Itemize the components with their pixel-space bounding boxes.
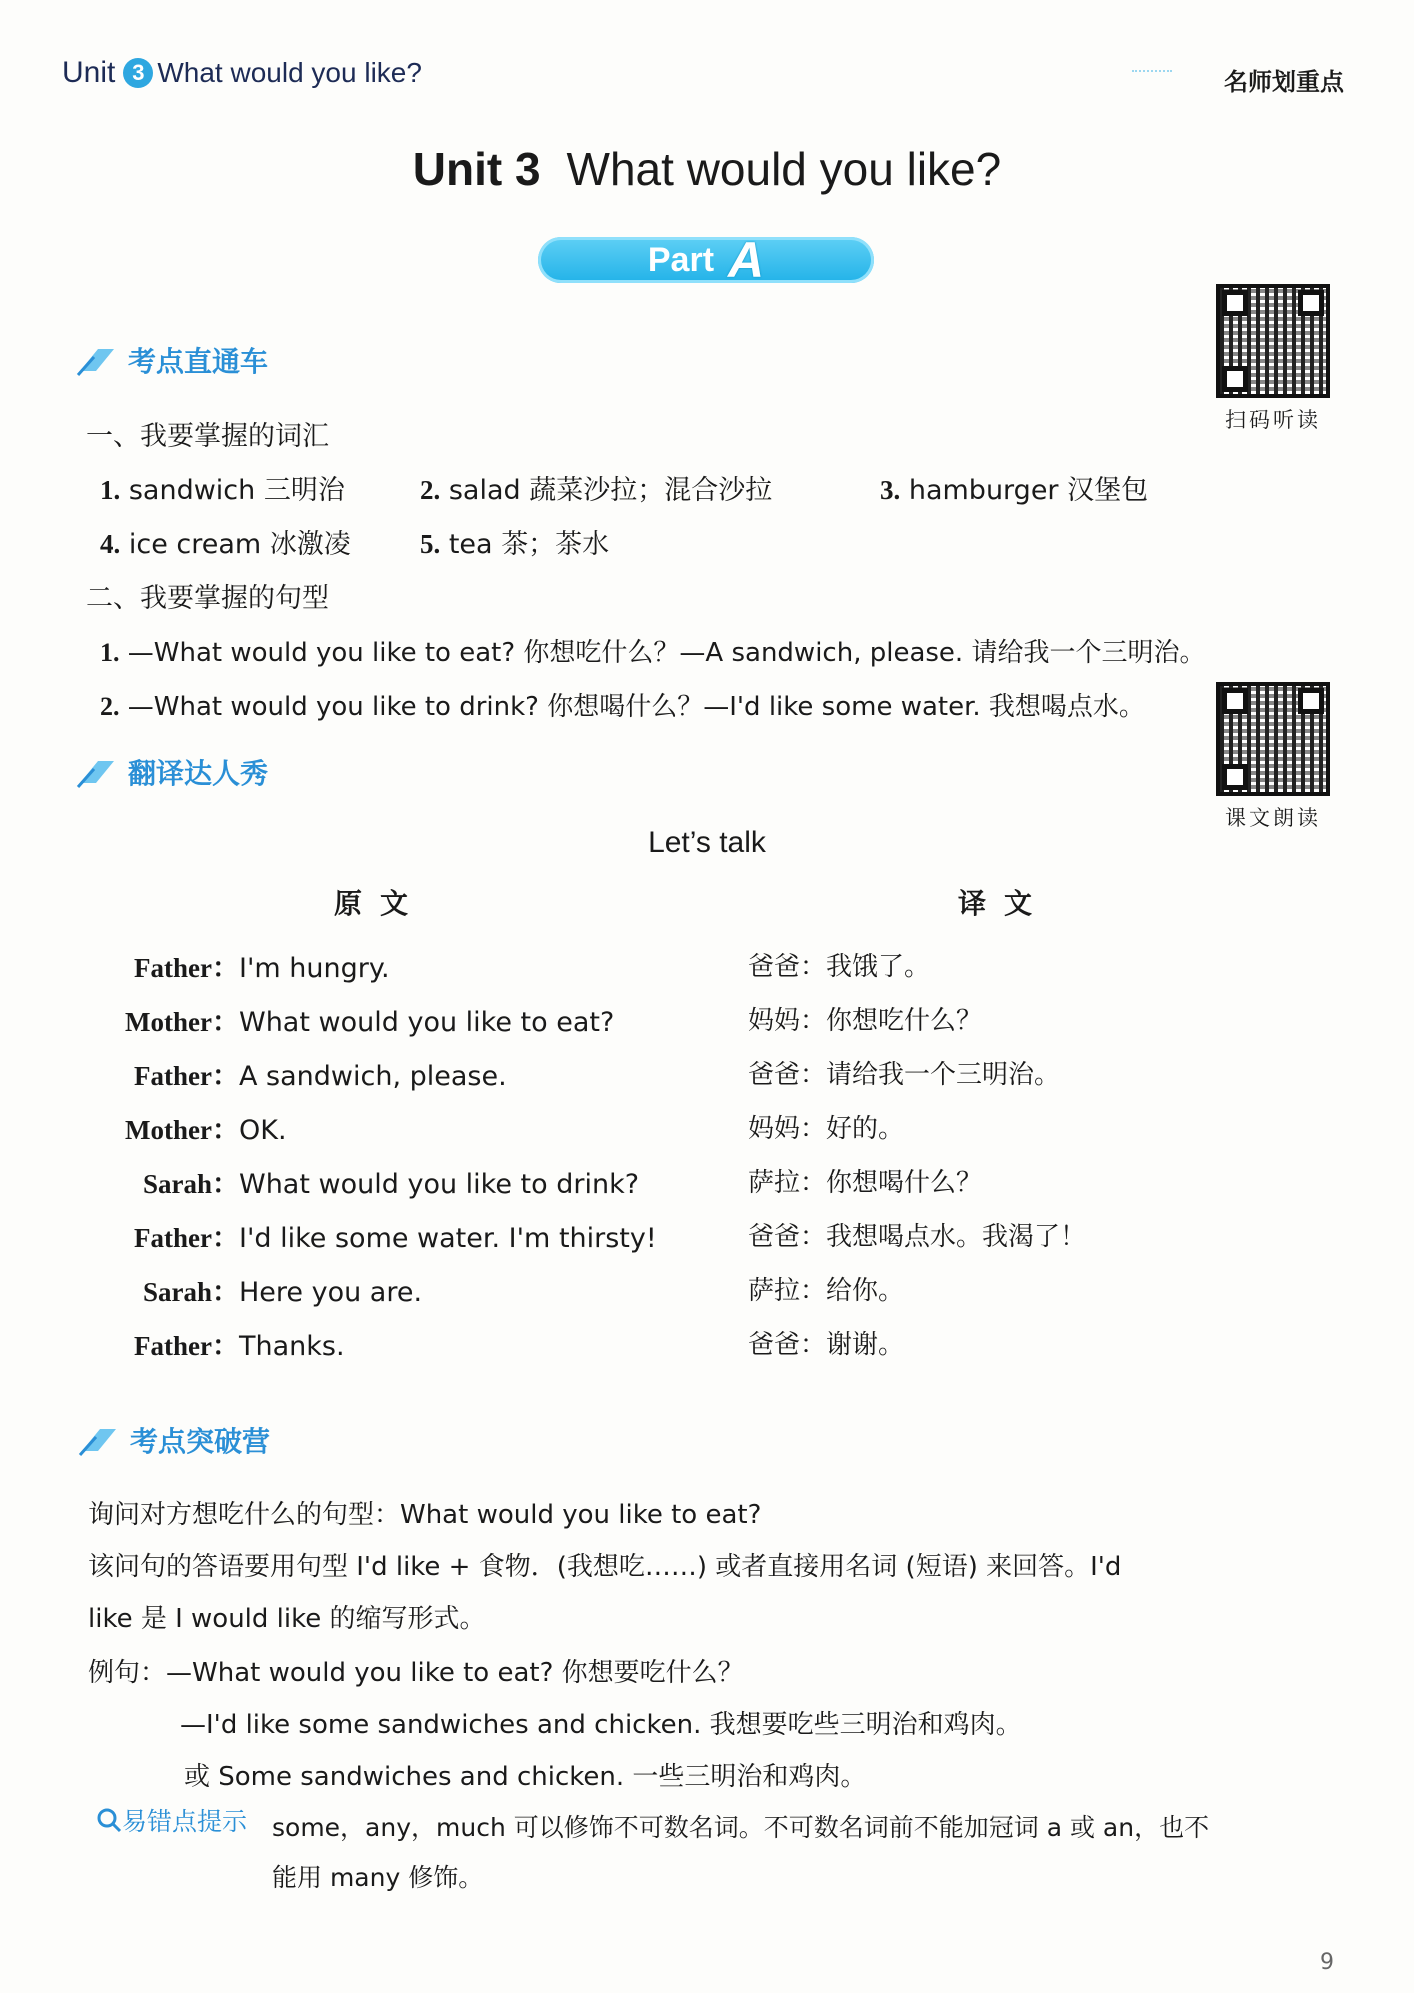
speaker: Sarah [142,1277,212,1307]
part-word: Part [647,240,715,279]
running-header [62,56,422,90]
speaker: Mother [125,1115,212,1145]
translation-line: 爸爸：谢谢。 [748,1330,905,1360]
sentence-text: —What would you like to eat? 你想吃什么？—A sandwich, please. 请给我一个三明治。 [127,638,1206,668]
translation-line: 萨拉：给你。 [748,1276,905,1306]
example-line: 或 Some sandwiches and chicken. 一些三明治和鸡肉。 [184,1762,867,1792]
vocab-item [880,468,1148,507]
page-title [0,142,1414,196]
qr-code-read[interactable] [1216,682,1330,796]
dialogue-line: Sarah：What would you like to drink? [100,1162,639,1201]
line-text: I'd like some water. I'm thirsty! [239,1223,657,1254]
sentence-item [100,686,1210,723]
tip-line: 能用 many 修饰。 [272,1863,484,1892]
speaker: Mother [125,1007,212,1037]
dialogue-line: Father：A sandwich, please. [100,1054,507,1093]
pen-icon [78,1423,122,1457]
translation-line: 爸爸：我饿了。 [748,952,931,982]
line-text-cn: 好的。 [826,1114,905,1144]
line-text-cn: 请给我一个三明治。 [826,1060,1061,1090]
qr-caption-listen: 扫码听读 [1225,408,1321,432]
dialogue-line: Father：I'm hungry. [100,946,390,985]
header-unit-label: Unit [62,56,116,89]
speaker-cn: 爸爸 [748,1060,801,1090]
example-line: —I'd like some sandwiches and chicken. 我想要吃些三明治和鸡肉。 [180,1710,1022,1740]
qr-caption-read: 课文朗读 [1225,806,1321,830]
speaker-cn: 萨拉 [748,1168,801,1198]
vocab-meaning: 茶；茶水 [501,529,610,560]
line-text-cn: 给你。 [826,1276,905,1306]
header-unit-title: What would you like? [157,57,422,88]
vocab-word: hamburger [908,475,1059,506]
speaker-cn: 爸爸 [748,1222,801,1252]
vocab-word: tea [448,529,493,560]
example-line [88,1652,744,1689]
speaker-cn: 妈妈 [748,1006,801,1036]
vocab-word: ice cream [128,529,262,560]
talk-title: Let’s talk [648,826,766,859]
vocab-meaning: 三明治 [263,475,345,506]
vocab-meaning: 蔬菜沙拉；混合沙拉 [529,475,773,506]
section-heading-key-points [76,340,268,380]
tip-label [96,1802,247,1838]
tip-line: some，any，much 可以修饰不可数名词。不可数名词前不能加冠词 a 或 an，也不 [272,1813,1210,1842]
section3-heading-text: 考点突破营 [130,1425,271,1458]
dialogue-line: Father：Thanks. [100,1324,345,1363]
vocab-meaning: 汉堡包 [1067,475,1149,506]
magnifier-icon [96,1807,122,1833]
line-text: Thanks. [239,1331,345,1362]
vocab-num: 2. [420,475,441,505]
page-number: 9 [1320,1950,1334,1975]
tip-label-text: 易错点提示 [122,1807,248,1836]
vocab-word: sandwich [128,475,256,506]
column-translation-heading: 译文 [958,887,1051,920]
example-label: 例句： [88,1658,167,1688]
unit-number-badge: 3 [123,58,153,88]
explanation-line: 询问对方想吃什么的句型：What would you like to eat? [88,1500,762,1530]
sentence-heading: 二、我要掌握的句型 [86,583,329,614]
line-text-cn: 你想吃什么？ [826,1006,983,1036]
part-letter: A [728,232,765,288]
title-text: What would you like? [566,143,1002,195]
section2-heading-text: 翻译达人秀 [128,757,269,790]
vocab-word: salad [448,475,521,506]
explanation-line: like 是 I would like 的缩写形式。 [88,1604,486,1634]
sentence-num: 2. [100,692,120,721]
vocab-num: 5. [420,529,441,559]
vocab-item [420,522,609,561]
speaker-cn: 妈妈 [748,1114,801,1144]
dialogue-line: Mother：OK. [100,1108,287,1147]
vocab-num: 1. [100,475,121,505]
dialogue-line: Father：I'd like some water. I'm thirsty! [100,1216,657,1255]
translation-line: 萨拉：你想喝什么？ [748,1168,983,1198]
line-text-cn: 你想喝什么？ [826,1168,983,1198]
speaker-cn: 萨拉 [748,1276,801,1306]
translation-line: 爸爸：我想喝点水。我渴了！ [748,1222,1087,1252]
speaker: Father [134,1061,212,1091]
sentence-text: —What would you like to drink? 你想喝什么？—I'd like some water. 我想喝点水。 [127,692,1145,722]
header-brand: 名师划重点 [1224,68,1344,96]
vocab-num: 4. [100,529,121,559]
example-text: —What would you like to eat? 你想要吃什么？ [166,1658,744,1688]
speaker: Father [134,1223,212,1253]
line-text: I'm hungry. [239,953,390,984]
section-heading-breakthrough [78,1420,270,1460]
vocab-item [100,468,345,507]
translation-line: 妈妈：好的。 [748,1114,905,1144]
dialogue-line: Sarah：Here you are. [100,1270,422,1309]
sentence-num: 1. [100,638,120,667]
title-unit: Unit 3 [412,143,541,195]
line-text: Here you are. [239,1277,423,1308]
section-heading-translation [76,752,268,792]
section1-heading-text: 考点直通车 [128,345,269,378]
sentence-item [100,632,1205,669]
vocab-num: 3. [880,475,901,505]
vocab-meaning: 冰激凌 [269,529,351,560]
translation-line: 妈妈：你想吃什么？ [748,1006,983,1036]
dialogue-line: Mother：What would you like to eat? [100,1000,614,1039]
qr-code-listen[interactable] [1216,284,1330,398]
header-divider [1132,70,1172,72]
vocab-heading: 一、我要掌握的词汇 [86,421,329,452]
speaker: Sarah [142,1169,212,1199]
line-text: OK. [239,1115,287,1146]
vocab-item [100,522,351,561]
line-text: What would you like to drink? [239,1169,640,1200]
explanation-line: 该问句的答语要用句型 I'd like + 食物．(我想吃……) 或者直接用名词 (短语) 来回答。I'd [88,1552,1122,1582]
pen-icon [76,343,120,377]
line-text-cn: 我想喝点水。我渴了！ [826,1222,1087,1252]
column-original-heading: 原文 [334,887,427,920]
speaker: Father [134,1331,212,1361]
translation-line: 爸爸：请给我一个三明治。 [748,1060,1061,1090]
speaker-cn: 爸爸 [748,952,801,982]
part-badge [538,232,874,288]
vocab-item [420,468,772,507]
pen-icon [76,755,120,789]
speaker-cn: 爸爸 [748,1330,801,1360]
line-text: A sandwich, please. [239,1061,507,1092]
speaker: Father [134,953,212,983]
line-text-cn: 谢谢。 [826,1330,905,1360]
line-text: What would you like to eat? [239,1007,615,1038]
line-text-cn: 我饿了。 [826,952,931,982]
